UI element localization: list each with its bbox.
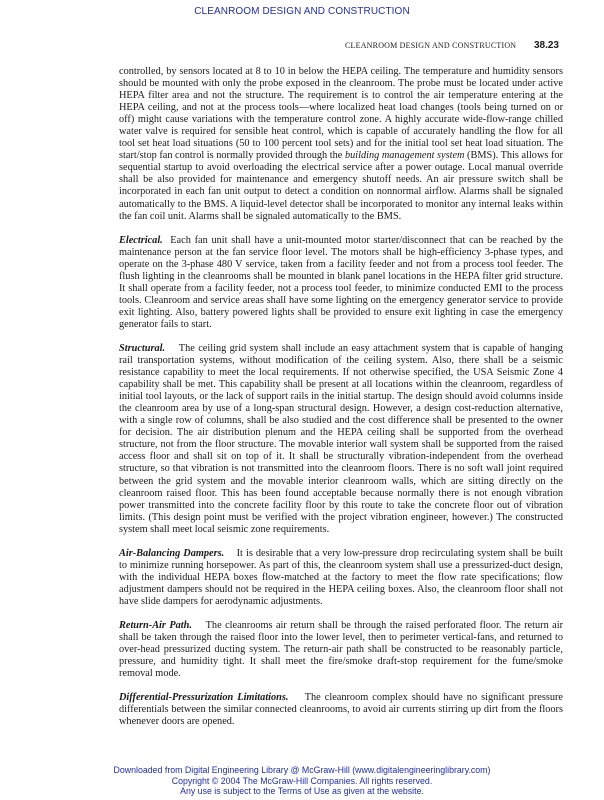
- top-banner: CLEANROOM DESIGN AND CONSTRUCTION: [194, 6, 410, 17]
- footer-line-copyright: Copyright © 2004 The McGraw-Hill Companies. All rights reserved.: [171, 775, 433, 786]
- footer-line-terms[interactable]: Any use is subject to the Terms of Use as given at the website.: [180, 786, 424, 796]
- section-heading: Air-Balancing Dampers.: [119, 547, 225, 559]
- section-structural: [119, 343, 563, 536]
- section-body: Each fan unit shall have a unit-mounted motor starter/disconnect that can be reached by the maintenance person at the fan service floor level. The motors shall be high-efficiency 3-phase types, and operate on the 3-phase 480 V service, taken from a facility feeder and not from a process tool feeder. The flush lighting in the cleanrooms shall be mounted in blank panel locations in the HEPA filter grid structure. It shall operate from a facility feeder, not a process tool feeder, to minimize conducted EMI to the process tools. Cleanroom and service areas shall have some lighting on the emergency generator service to provide exit lighting. Also, battery powered lights shall be provided to ensure exit lighting in case the emergency generator fails to start.: [119, 234, 563, 330]
- section-body: The cleanroom complex should have no significant pressure differentials between the similar connected cleanrooms, to avoid air currents stirring up dirt from the floors whenever doors are opened.: [119, 692, 563, 728]
- section-heading: Return-Air Path.: [119, 619, 192, 631]
- intro-text-after: (BMS). This allows for sequential startup to avoid overloading the electrical service after a power outage. Local manual override shall be also provided for maintenance and emergency shutoff needs. An air pressure switch shall be incorporated in each fan unit output to detect a condition on nonnormal airflow. Alarms shall be signaled automatically to the BMS. A liquid-level detector shall be incorporated to monitor any internal leaks within the fan coil unit. Alarms shall be signaled automatically to the BMS.: [119, 150, 563, 222]
- section-heading: Electrical.: [119, 234, 163, 246]
- section-differential-pressurization: [119, 692, 563, 728]
- page-body: [119, 66, 563, 740]
- running-head: [345, 40, 559, 51]
- section-electrical: [119, 235, 563, 331]
- section-heading: Structural.: [119, 342, 166, 354]
- section-body: The cleanrooms air return shall be through the raised perforated floor. The return air shall be taken through the raised floor into the lower level, then to perimeter vertical-fans, and returned to over-head pressurized ducting system. The return-air path shall be constructed to be reasonably particle, pressure, and humidity tight. It shall meet the fire/smoke draft-stop requirement for the fume/smoke removal mode.: [119, 619, 563, 680]
- running-head-title: CLEANROOM DESIGN AND CONSTRUCTION: [345, 41, 517, 50]
- section-body: It is desirable that a very low-pressure drop recirculating system shall be built to minimize running horsepower. As part of this, the cleanroom system shall use a pressurized-duct design, with the individual HEPA boxes flow-matched at the factory to meet the flow rate specifications; flow adjustment dampers should not be required in the HEPA ceiling boxes. Also, the cleanroom floor shall not have slide dampers for aerodynamic adjustments.: [119, 547, 563, 607]
- section-air-balancing-dampers: [119, 548, 563, 608]
- footer-line-download[interactable]: Downloaded from Digital Engineering Library @ McGraw-Hill (www.digitalengineeringlibrary.com): [113, 765, 491, 775]
- download-footer: [0, 765, 604, 797]
- section-body: The ceiling grid system shall include an easy attachment system that is capable of hanging rail transportation systems, without modification of the ceiling system. Also, there shall be a seismic resistance capability to meet the local requirements. If not otherwise specified, the USA Seismic Zone 4 capability shall be met. This capability shall be present at all locations within the cleanroom, regardless of initial tool layouts, or the lack of support rails in the initial startup. The design should avoid columns inside the cleanroom area by use of a long-span structural design. However, a design cost-reduction alternative, with a single row of columns, shall be also studied and the cost difference shall be presented to the owner for decision. The air distribution plenum and the HEPA ceiling shall be supported from the overhead structure, not from the floor structure. The movable interior wall system shall be supported from the raised access floor and shall sit on top of it. It shall be structurally vibration-independent from the overhead structure, so that vibration is not transmitted into the cleanroom floors. There is no soft wall joint required between the grid system and the movable interior cleanroom walls, which are sitting directly on the cleanroom raised floor. This has been found acceptable because normally there is not enough vibration power transmitted into the concrete facility floor by this route to take the concrete floor out of vibration limits. (This design point must be verified with the project vibration engineer, however.) The constructed system shall meet local seismic zone requirements.: [119, 342, 563, 535]
- intro-paragraph: [119, 66, 563, 223]
- intro-text-before: controlled, by sensors located at 8 to 10 in below the HEPA ceiling. The temperature and humidity sensors should be mounted with only the probe exposed in the cleanroom. The probe must be located under active HEPA filter area and not the structure. The requirement is to control the air temperature entering at the HEPA ceiling, and not at the process tools—where localized heat load changes (tools being turned on or off) might cause variations with the temperature control zone. A highly accurate wide-flow-range chilled water valve is required for sensible heat control, which is capable of accurately handling the flow for all tool set heat load situations (50 to 100 percent tool sets) and for the initial tool set heat load situation. The start/stop fan control is normally provided through the: [119, 66, 563, 162]
- section-return-air-path: [119, 620, 563, 680]
- page-number: 38.23: [533, 40, 559, 51]
- section-heading: Differential-Pressurization Limitations.: [119, 692, 289, 704]
- intro-italic-term: building management system: [344, 150, 465, 162]
